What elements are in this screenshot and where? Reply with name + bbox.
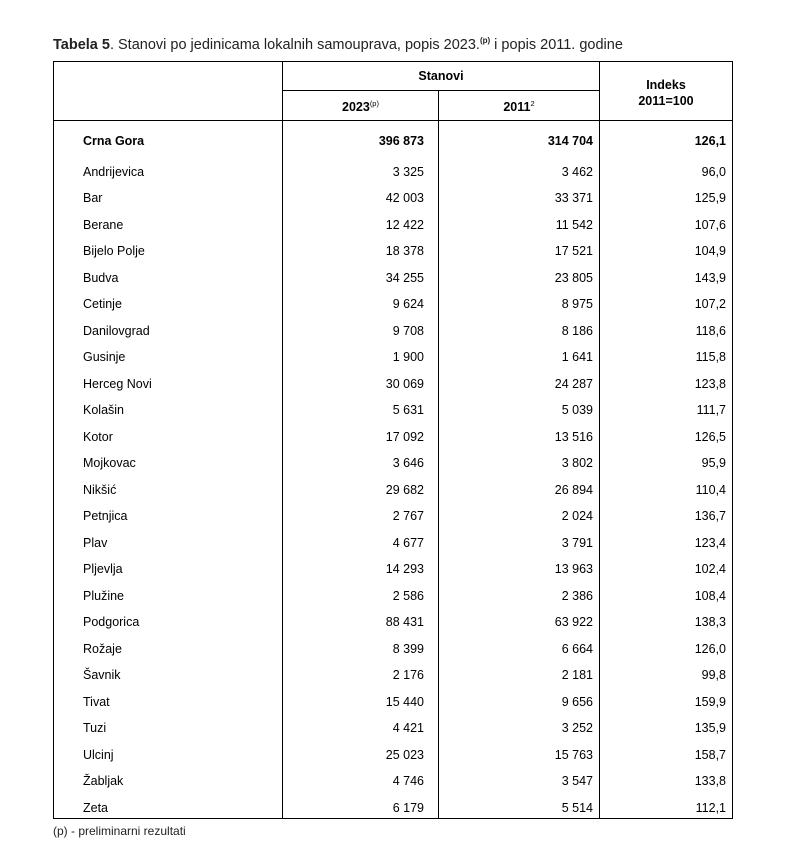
- value-2011: 33 371: [554, 191, 593, 206]
- table-caption: [53, 36, 623, 53]
- table-row: [54, 533, 734, 553]
- value-2011: 2 386: [561, 588, 593, 603]
- index-value: 125,9: [694, 191, 726, 206]
- value-2023: 34 255: [385, 270, 424, 285]
- index-value: 135,9: [694, 721, 726, 736]
- municipality-name: Herceg Novi: [83, 376, 152, 391]
- value-2023: 9 624: [392, 297, 424, 312]
- municipality-name: Mojkovac: [83, 456, 136, 471]
- table-row: [54, 453, 734, 473]
- index-value: 111,7: [696, 403, 726, 418]
- table-row: [54, 586, 734, 606]
- municipality-name: Gusinje: [83, 350, 126, 365]
- data-table: [53, 61, 733, 819]
- index-value: 108,4: [694, 588, 726, 603]
- index-value: 96,0: [701, 165, 726, 179]
- value-2011: 9 656: [561, 694, 593, 709]
- value-2011: 24 287: [554, 376, 593, 391]
- table-row: [54, 162, 734, 182]
- header-stanovi: Stanovi: [418, 69, 464, 83]
- value-2011: 5 514: [561, 800, 593, 815]
- table-row: [54, 400, 734, 420]
- header-index: [600, 77, 732, 109]
- municipality-name: Bar: [83, 191, 103, 206]
- table-row: [54, 771, 734, 791]
- value-2023: 3 646: [392, 456, 424, 471]
- value-2023: 1 900: [392, 350, 424, 365]
- caption-sup: (p): [479, 36, 491, 45]
- total-name: Crna Gora: [83, 134, 145, 148]
- value-2011: 23 805: [554, 270, 593, 285]
- value-2011: 15 763: [554, 747, 593, 762]
- municipality-name: Kotor: [83, 429, 113, 444]
- table-row: [54, 188, 734, 208]
- value-2011: 2 024: [561, 509, 593, 524]
- municipality-name: Pljevlja: [83, 562, 123, 577]
- value-2011: 13 963: [554, 562, 593, 577]
- municipality-name: Budva: [83, 270, 119, 285]
- value-2023: 25 023: [385, 747, 424, 762]
- value-2023: 17 092: [385, 429, 424, 444]
- value-2023: 4 677: [392, 535, 424, 550]
- table-row: [54, 665, 734, 685]
- index-value: 110,4: [695, 482, 726, 497]
- table-row: [54, 374, 734, 394]
- index-value: 138,3: [694, 615, 726, 630]
- municipality-name: Šavnik: [83, 668, 121, 683]
- municipality-name: Rožaje: [83, 641, 122, 656]
- total-index: 126,1: [694, 134, 726, 148]
- value-2023: 29 682: [385, 482, 424, 497]
- value-2011: 3 791: [561, 535, 593, 550]
- table-row: [54, 639, 734, 659]
- value-2011: 8 975: [561, 297, 593, 312]
- value-2023: 42 003: [385, 191, 424, 206]
- index-value: 107,2: [694, 297, 726, 312]
- header-2023-label: 2023: [342, 100, 370, 114]
- value-2011: 3 462: [561, 165, 593, 179]
- index-value: 107,6: [694, 217, 726, 232]
- header-2023: [283, 99, 438, 114]
- municipality-name: Plav: [83, 535, 108, 550]
- value-2011: 11 542: [555, 217, 593, 232]
- value-2023: 9 708: [392, 323, 424, 338]
- index-value: 126,5: [694, 429, 726, 444]
- value-2023: 6 179: [392, 800, 424, 815]
- value-2011: 1 641: [561, 350, 593, 365]
- index-value: 126,0: [694, 641, 726, 656]
- index-value: 99,8: [701, 668, 726, 683]
- total-row: [54, 131, 734, 151]
- index-value: 123,8: [694, 376, 726, 391]
- total-2023: 396 873: [378, 134, 424, 148]
- table-row: [54, 506, 734, 526]
- municipality-name: Plužine: [83, 588, 124, 603]
- municipality-name: Tivat: [83, 694, 110, 709]
- index-value: 133,8: [694, 774, 726, 789]
- municipality-name: Andrijevica: [83, 165, 145, 179]
- index-value: 136,7: [694, 509, 726, 524]
- total-2011: 314 704: [547, 134, 593, 148]
- header-2011: [439, 99, 599, 114]
- value-2011: 6 664: [561, 641, 593, 656]
- value-2011: 3 547: [561, 774, 593, 789]
- index-value: 123,4: [694, 535, 726, 550]
- footnote: (p) - preliminarni rezultati: [53, 824, 186, 838]
- value-2023: 2 586: [392, 588, 424, 603]
- value-2011: 5 039: [561, 403, 593, 418]
- municipality-name: Cetinje: [83, 297, 122, 312]
- municipality-name: Kolašin: [83, 403, 124, 418]
- header-bottom-line: [54, 120, 732, 121]
- table-row: [54, 215, 734, 235]
- header-index-line1: Indeks: [646, 78, 686, 92]
- table-row: [54, 559, 734, 579]
- table-row: [54, 321, 734, 341]
- value-2023: 14 293: [385, 562, 424, 577]
- value-2011: 63 922: [554, 615, 593, 630]
- municipality-name: Žabljak: [83, 774, 124, 789]
- municipality-name: Danilovgrad: [83, 323, 150, 338]
- value-2011: 2 181: [561, 668, 593, 683]
- table-row: [54, 294, 734, 314]
- index-value: 95,9: [701, 456, 726, 471]
- municipality-name: Zeta: [83, 800, 109, 815]
- value-2011: 17 521: [554, 244, 593, 259]
- table-row: [54, 745, 734, 765]
- value-2023: 4 746: [392, 774, 424, 789]
- table-row: [54, 798, 734, 818]
- value-2011: 26 894: [554, 482, 593, 497]
- table-row: [54, 241, 734, 261]
- municipality-name: Tuzi: [83, 721, 107, 736]
- municipality-name: Podgorica: [83, 615, 140, 630]
- index-value: 143,9: [694, 270, 726, 285]
- header-2023-sup: (p): [369, 99, 379, 108]
- index-value: 118,6: [695, 323, 726, 338]
- table-row: [54, 692, 734, 712]
- table-row: [54, 268, 734, 288]
- municipality-name: Ulcinj: [83, 747, 114, 762]
- caption-lead: Tabela 5: [53, 37, 110, 53]
- value-2023: 8 399: [392, 641, 424, 656]
- municipality-name: Nikšić: [83, 482, 117, 497]
- index-value: 102,4: [694, 562, 726, 577]
- header-2011-label: 2011: [503, 100, 531, 114]
- index-value: 115,8: [695, 350, 726, 365]
- value-2011: 8 186: [561, 323, 593, 338]
- index-value: 112,1: [695, 800, 726, 815]
- value-2023: 5 631: [392, 403, 424, 418]
- value-2023: 12 422: [385, 217, 424, 232]
- value-2023: 2 767: [392, 509, 424, 524]
- value-2023: 2 176: [392, 668, 424, 683]
- value-2011: 3 252: [561, 721, 593, 736]
- table-row: [54, 347, 734, 367]
- header-2011-sup: 2: [530, 99, 535, 108]
- municipality-name: Bijelo Polje: [83, 244, 145, 259]
- header-index-line2: 2011=100: [638, 94, 694, 108]
- value-2011: 13 516: [554, 429, 593, 444]
- value-2023: 30 069: [385, 376, 424, 391]
- value-2023: 88 431: [385, 615, 424, 630]
- value-2023: 15 440: [385, 694, 424, 709]
- table-row: [54, 718, 734, 738]
- caption-tail: i popis 2011. godine: [490, 37, 623, 53]
- value-2023: 18 378: [385, 244, 424, 259]
- header-group-divider: [282, 90, 599, 91]
- caption-text: . Stanovi po jedinicama lokalnih samouprava, popis 2023.: [109, 37, 480, 53]
- value-2023: 3 325: [392, 165, 424, 179]
- index-value: 159,9: [694, 694, 726, 709]
- table-row: [54, 427, 734, 447]
- municipality-name: Berane: [83, 217, 124, 232]
- value-2011: 3 802: [561, 456, 593, 471]
- table-row: [54, 480, 734, 500]
- table-row: [54, 612, 734, 632]
- value-2023: 4 421: [392, 721, 424, 736]
- index-value: 158,7: [694, 747, 726, 762]
- index-value: 104,9: [694, 244, 726, 259]
- municipality-name: Petnjica: [83, 509, 128, 524]
